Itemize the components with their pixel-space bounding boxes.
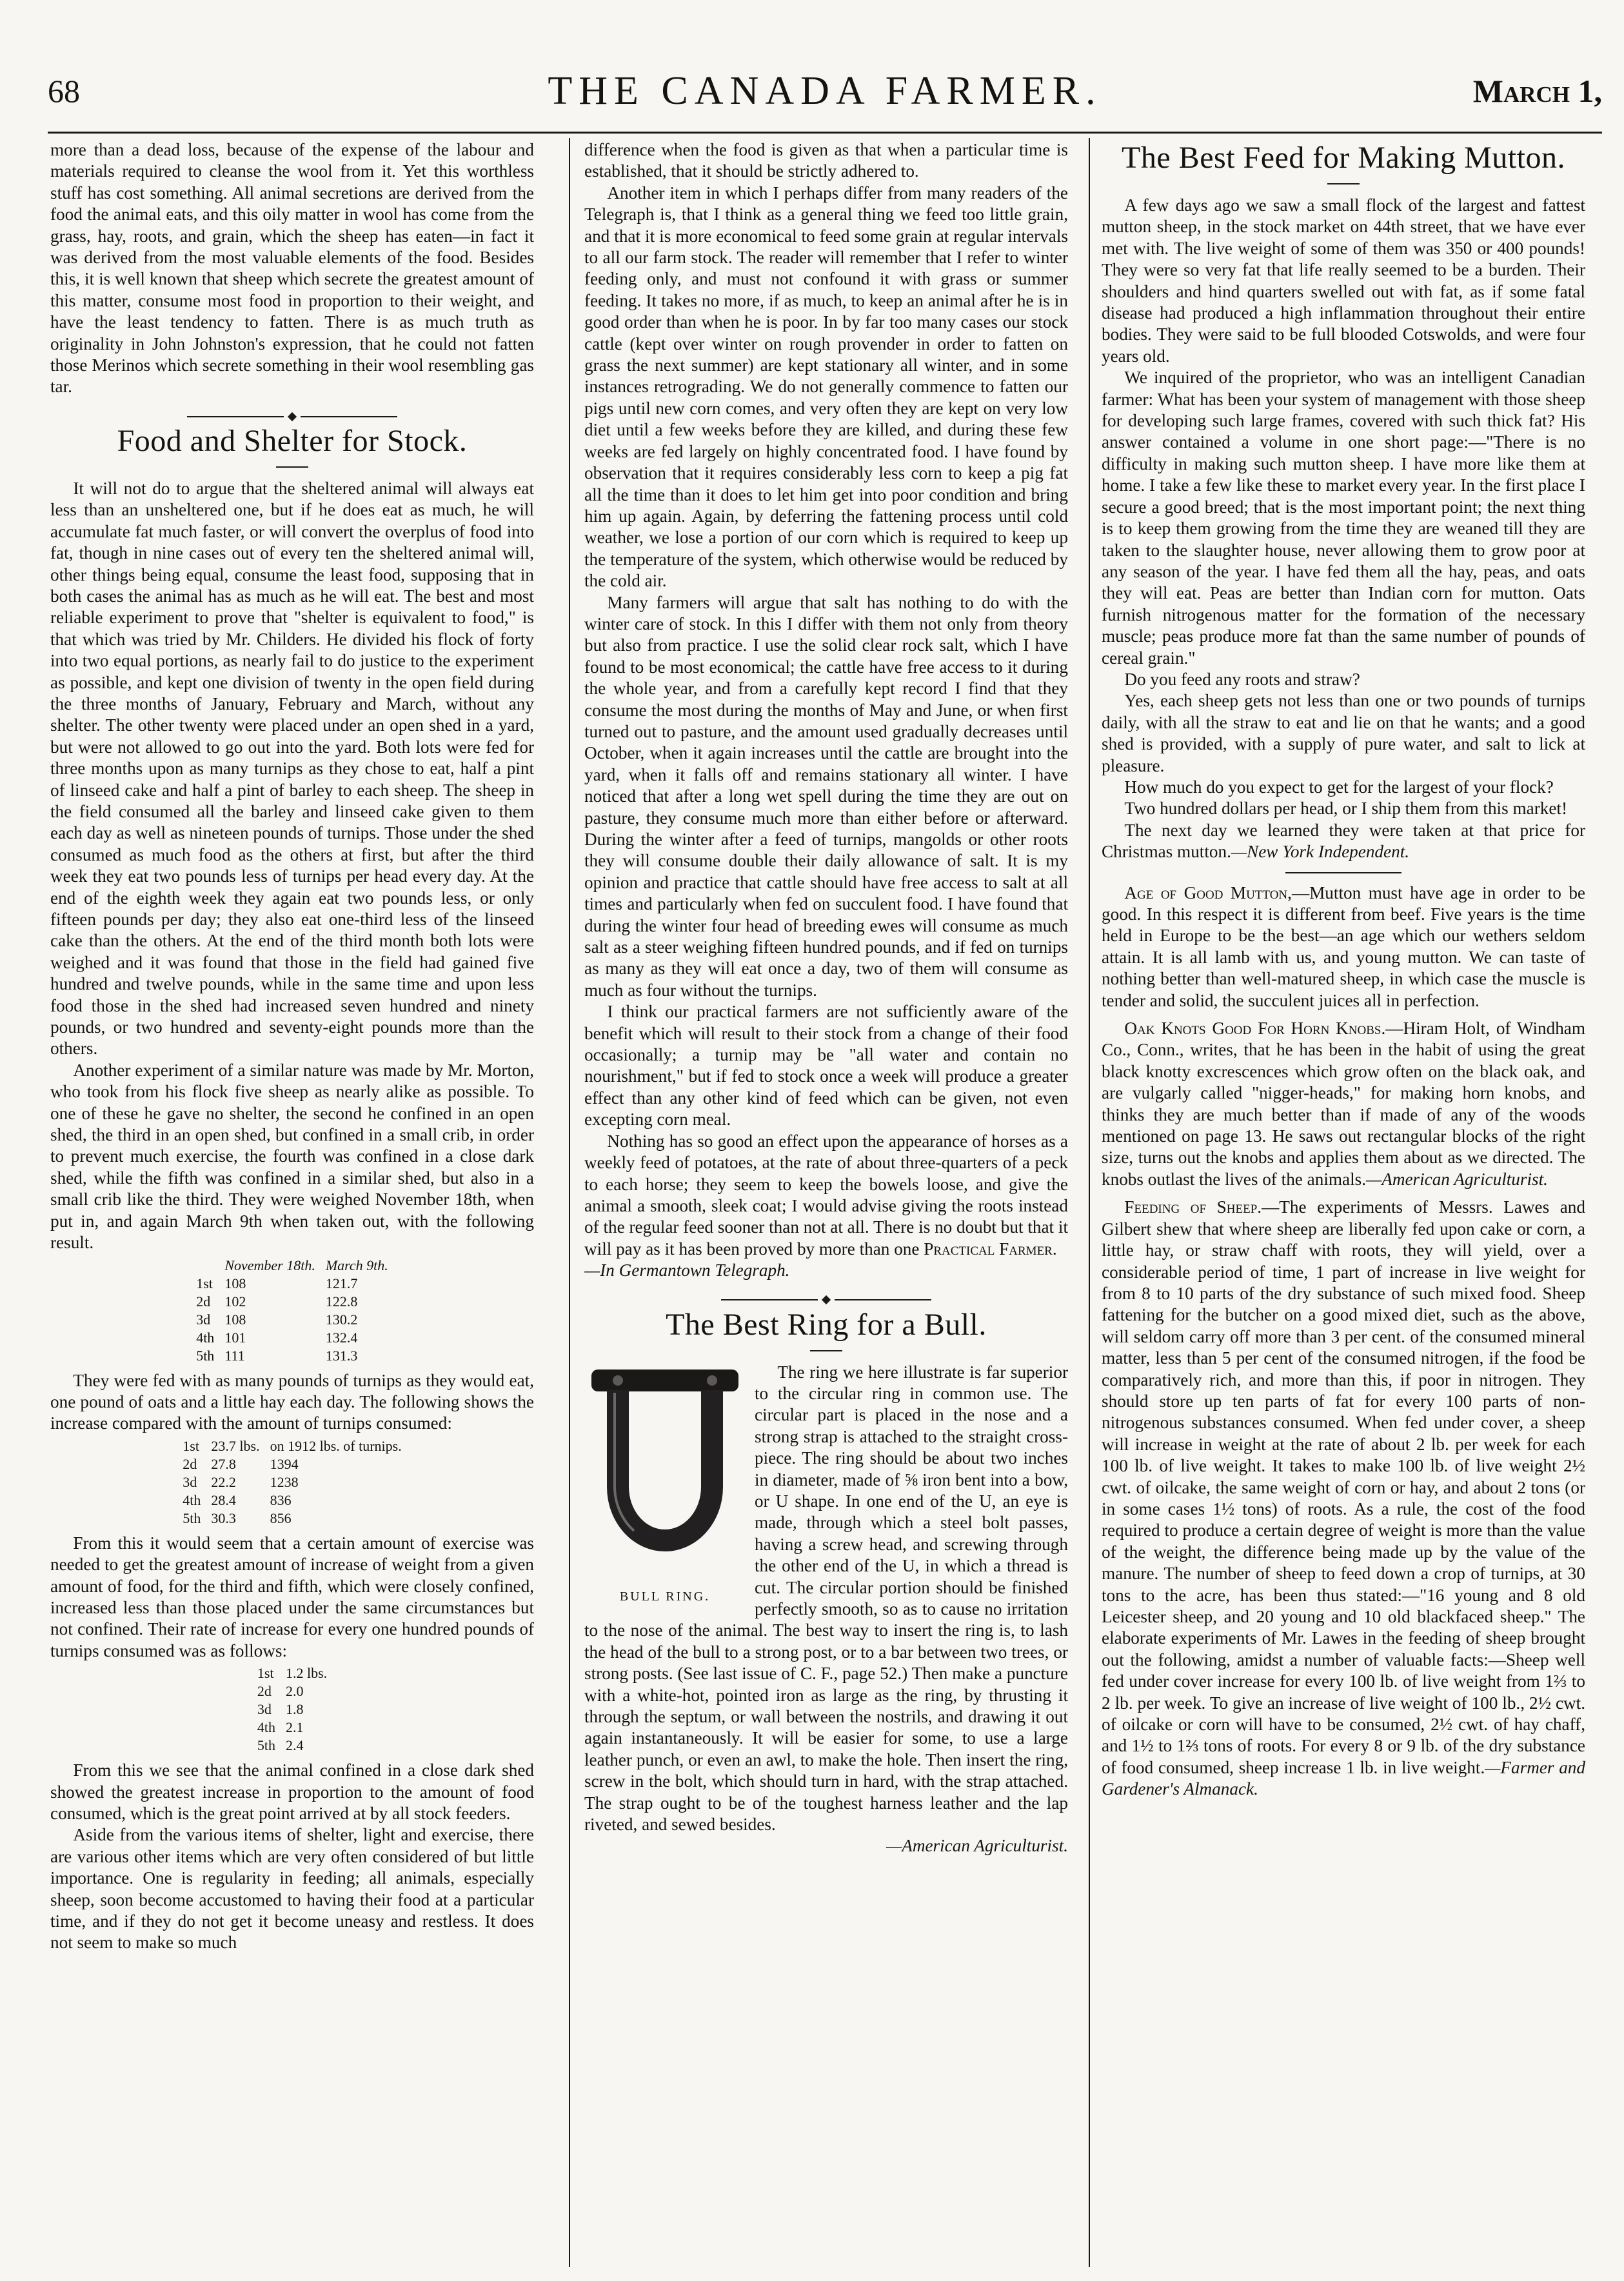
paragraph: Many farmers will argue that salt has nothing to do with the winter care of stock. In this I differ with them not only from theory but also from practice. I use the solid clear rock salt, which I have found to be most economical; the cattle have free access to it during the whole year, and from a carefully kept record I find that they consume the most during the months of May and June, or when first turned out to pasture, and the amount used gradually decreases until October, when it again increases until the cattle are brought into the yard, when it falls off and remains stationary all winter. I have noticed that after a long wet spell during the time they are out on pasture, they consume much more than either before or afterward. During the winter after a feed of turnips, mangolds or other roots they will consume double their daily allowance of salt. It is my opinion and practice that cattle should have free access to salt at all times and particularly when fed on succulent food. I have found that during the winter four head of breeding ewes will consume as much salt as a steer weighing fifteen hundred pounds, and if fed on turnips as many as they will eat once a day, two of them will consume as much as four without the turnips. <box>584 592 1068 1000</box>
signature: Practical Farmer. <box>924 1239 1057 1259</box>
answer: Two hundred dollars per head, or I ship them from this market! <box>1124 799 1568 819</box>
bull-ring-figure <box>584 1364 746 1608</box>
section-rule <box>1285 872 1401 873</box>
paragraph: Nothing has so good an effect upon the appearance of horses as a weekly feed of potatoes, at the rate of about three-quarters of a peck to each horse; they seem to keep the bowels loose, and give the animal a smooth, sleek coat; I would advise giving the roots instead of the regular feed sooner than not at all. There is no doubt but that it will pay as it has been proved by more than one Practical Farmer. <box>584 1131 1068 1259</box>
paragraph: Another item in which I perhaps differ from many readers of the Telegraph is, that I think as a general thing we feed too little grain, and that it is more economical to feed some grain at regular intervals to all our farm stock. The reader will remember that I refer to winter feeding only, and must not confound it with grass or summer feeding. It takes no more, if as much, to keep an animal after he is in good order than when he is poor. In by far too many cases our stock cattle (kept over winter on rough provender in order to fatten on grass the next summer) are kept stationary all winter, and in some instances retrograding. We do not generally commence to fatten our pigs until new corn comes, and very often they are kept on very low diet until a few weeks before they are killed, and during these few weeks are fed largely on highly concentrated food. I have found by observation that it requires considerably less corn to keep a pig fat all the time than it does to let him get into poor condition and bring him up again. Again, by deferring the fattening process until cold weather, we lose a portion of our corn which is required to keep up the temperature of the system, which otherwise would be reduced by the cold air. <box>584 183 1068 591</box>
answer: Yes, each sheep gets not less than one or two pounds of turnips daily, with all the straw to eat and lie on that he wants; and a good shed is provided, with a supply of pure water, and salt to lick at pleasure. <box>1102 691 1585 775</box>
masthead <box>48 69 1602 117</box>
table-header: March 9th. <box>325 1257 388 1273</box>
table-row: 5th 111 131.3 <box>196 1347 358 1364</box>
paragraph: I think our practical farmers are not sufficiently aware of the benefit which will result to their stock from a change of their food occasionally; a turnip may be "all water and contain no nourishment," but if fed to stock once a week will produce a greater effect than any other kind of feed which can be given, not even excepting corn meal. <box>584 1002 1068 1130</box>
paragraph: It will not do to argue that the sheltered animal will always eat less than an unsheltered one, but if he does eat as much, he will accumulate fat much faster, or will convert the overplus of food into fat, though in nine cases out of every ten the sheltered animal will, other things being equal, consume the least food, supposing that in both cases the animal has as much as he will eat. The best and most reliable experiment to prove that "shelter is equivalent to food," is that which was tried by Mr. Childers. He divided his flock of forty into two equal portions, as nearly fail to do justice to the experiment as possible, and kept one division of twenty in the open field during the three months of January, February and March, without any shelter. The other twenty were placed under an open shed in a yard, but were not allowed to go out into the yard. Both lots were fed for three months upon as many turnips as they chose to eat, half a pint of linseed cake and half a pint of barley to each sheep. The sheep in the field consumed all the barley and linseed cake given to them each day as well as nineteen pounds of turnips. Those under the shed consumed as much food as the others at first, but after the third week they eat two pounds less of turnips per head every day. At the end of the eighth week they again eat two pounds less, or only fifteen pounds per day; they also eat one-third less of the linseed cake than the others. At the end of the third month both lots were weighed and it was found that those in the field had gained five hundred and twelve pounds, while in the same time and upon less food those in the shed had increased seven hundred and ninety pounds, or two hundred and seventy-eight pounds more than the others. <box>50 478 534 1059</box>
table-row: 4th 28.4 836 <box>183 1491 292 1508</box>
column-2 <box>584 139 1068 2268</box>
increase-table <box>177 1437 406 1528</box>
paragraph: Feeding of Sheep.—The experiments of Messrs. Lawes and Gilbert shew that where sheep are liberally fed upon cake or corn, a little hay, or straw chaff with roots, they will yield, over a considerable period of time, 1 part of increase in live weight for from 8 to 10 parts of the dry substance of such mixed food. Sheep fattening for the butcher on a good mixed diet, such as the above, will seldom carry off more than 3 per cent. of the consumed mineral matter, less than 5 per cent of the consumed nitrogen, if the food be comparatively rich, and more than this, if poor in nitrogen. They should store up ten parts of fat for every 100 parts of non-nitrogenous substances consumed. When fed under cover, a sheep will increase in weight at the rate of about 2 lb. per week for each 100 lb. of live weight. It takes to make 100 lb. of live weight 2½ cwt. of oilcake, the same weight of corn or hay, and about 2 tons (or in some cases 1½ tons) of roots. As a rule, the cost of the food required to produce a certain degree of weight is more than the value of the weight, the difference being made up by the value of the manure. The number of sheep to feed down a crop of turnips, at 30 tons to the acre, has been thus stated:—"16 young and 8 old Leicester sheep, and 20 young and 10 old blackfaced sheep." The elaborate experiments of Mr. Lawes in the feeding of sheep brought out the following, amidst a number of valuable facts:—Sheep well fed under cover increase for every 100 lb. of live weight from 1⅔ to 2 lb. per week. To give an increase of live weight of 100 lb., 2½ cwt. of oilcake or corn will have to be consumed, 2½ cwt. of hay chaff, and 1½ to 1⅔ tons of roots. For every 8 or 9 lb. of the dry substance of food consumed, sheep increase 1 lb. in live weight.—Farmer and Gardener's Almanack. <box>1102 1197 1585 1799</box>
lead-in: Feeding of Sheep. <box>1124 1197 1262 1217</box>
lead-in: Age of Good Mutton, <box>1124 882 1292 902</box>
source-credit: —New York Independent. <box>1231 842 1410 862</box>
column-divider <box>1089 138 1090 2267</box>
paragraph: Oak Knots Good For Horn Knobs.—Hiram Holt, of Windham Co., Conn., writes, that he has been in the habit of using the great black knotty excrescences which grow often on the black oak, and are vulgarly called "nigger-heads," for making horn knobs, and thinks they are much better than if made of any of the woods mentioned on page 13. He saws out rectangular blocks of the right size, turns out the knobs and applies them about as we directed. The knobs outlast the lives of the animals.—American Agriculturist. <box>1102 1019 1585 1189</box>
weights-table <box>191 1257 393 1365</box>
column-1 <box>50 139 534 2268</box>
heading-rule <box>810 1350 842 1351</box>
question: Do you feed any roots and straw? <box>1124 669 1360 689</box>
paragraph: The ring we here illustrate is far superior to the circular ring in common use. The circular part is placed in the nose and a strong strap is attached to the straight cross-piece. The ring should be about two inches in diameter, made of ⅝ iron bent into a bow, or U shape. In one end of the U, an eye is made, through which a steel bolt passes, having a screw head, and screwing through the other end of the U, in which a thread is cut. The circular portion should be finished perfectly smooth, so as to cause no irritation to the nose of the animal. The best way to insert the ring is, to lash the head of the bull to a strong post, or to a bar between two trees, or strong posts. (See last issue of C. F., page 52.) Then make a puncture with a white-hot, pointed iron as large as the ring, by thrusting it through the septum, or wall between the nostrils, and drawing it out again instantaneously. It will be easier for some, to use a large leather punch, or even an awl, to make the hole. Then insert the ring, screw in the bolt, which should turn in hard, with the strap attached. The strap ought to be of the toughest harness leather and the lap riveted, and sewed besides. <box>584 1362 1068 1835</box>
question: How much do you expect to get for the largest of your flock? <box>1124 777 1554 797</box>
paragraph: They were fed with as many pounds of turnips as they would eat, one pound of oats and a little hay each day. The following shows the increase compared with the amount of turnips consumed: <box>50 1370 534 1433</box>
paragraph: Another experiment of a similar nature was made by Mr. Morton, who took from his flock five sheep as nearly alike as possible. To one of these he gave no shelter, the second he confined in an open shed, the third in an open shed, but confined in a small crib, in order to prevent much exercise, the fourth was confined in a close dark shed, while the fifth was confined in a similar shed, but also in a small crib like the third. They were weighed November 18th, when put in, and again March 9th when taken out, with the following result. <box>50 1060 534 1253</box>
heading-rule <box>276 466 308 468</box>
table-row: 5th 2.4 <box>257 1737 304 1754</box>
rate-table <box>252 1664 332 1755</box>
article-continuation: more than a dead loss, because of the expense of the labour and materials required to cleanse the wool from it. Yet this worthless stuff has cost something. All animal secretions are derived from the food the animal eats, and this oily matter in wool has come from the grass, hay, roots, and grain, which the sheep has eaten—in fact it was derived from the most valuable elements of the food. Besides this, it is well known that sheep which secrete the greatest amount of this matter, consume most food in proportion to their weight, and have the least tendency to fatten. There is as much truth as originality in John Johnston's expression, that he could not fatten those Merinos which secrete something in their wool resembling gas tar. <box>50 140 534 397</box>
table-row: 1st 108 121.7 <box>196 1275 358 1291</box>
source-credit: —American Agriculturist. <box>1366 1169 1548 1189</box>
paragraph: A few days ago we saw a small flock of the largest and fattest mutton sheep, in the stock market on 44th street, that we have ever met with. The live weight of some of them was 350 or 400 pounds! They were so very fat that life really seemed to be a burden. Their shoulders and hind quarters swelled out with fat, as if some fatal disease had produced a high inflammation throughout their entire bodies. They were said to be full blooded Cotswolds, and were four years old. <box>1102 195 1585 366</box>
table-row: 3d 22.2 1238 <box>183 1473 299 1490</box>
table-row: 4th 2.1 <box>257 1719 304 1736</box>
column-3 <box>1102 139 1585 2268</box>
masthead-rule <box>48 132 1602 134</box>
paragraph: The next day we learned they were taken at that price for Christmas mutton.—New York Independent. <box>1102 820 1585 862</box>
table-row: 3d 1.8 <box>257 1701 304 1718</box>
bull-ring-illustration <box>588 1364 742 1577</box>
paragraph: From this we see that the animal confined in a close dark shed showed the greatest increase in proportion to the amount of food consumed, which is the great point arrived at by all stock feeders. <box>50 1760 534 1823</box>
table-row: 4th 101 132.4 <box>196 1329 358 1346</box>
source-credit: —American Agriculturist. <box>886 1836 1068 1856</box>
source-credit: —In Germantown Telegraph. <box>584 1260 790 1280</box>
page-number: 68 <box>48 73 80 109</box>
table-row: 1st 23.7 lbs. on 1912 lbs. of turnips. <box>183 1437 402 1454</box>
table-row: 5th 30.3 856 <box>183 1509 292 1526</box>
figure-caption: BULL RING. <box>619 1589 711 1604</box>
table-row: 2d 102 122.8 <box>196 1293 358 1310</box>
table-header: November 18th. <box>224 1257 315 1273</box>
paragraph: We inquired of the proprietor, who was an intelligent Canadian farmer: What has been your system of management with those sheep for developing such large frames, covered with such thick fat? His answer contained a volume in one short page:—"There is no difficulty in making such mutton sheep. I have more like them at home. I take a few like these to market every year. In the first place I secure a good breed; that is the most important point; the next thing is to keep them growing from the time they are weaned till they are taken to the slaughter house, never allowing them to grow poor at any season of the year. I have fed them all the hay, peas, and oats they will eat. Peas are better than Indian corn for mutton. Oats furnish nitrogenous matter for the formation of the necessary muscle; peas produce more fat than the same number of pounds of cereal grain." <box>1102 368 1585 668</box>
paragraph: Age of Good Mutton,—Mutton must have age in order to be good. In this respect it is different from beef. Five years is the time held in Europe to be the best—an age which our wethers seldom attain. It is all lamb with us, and young mutton. We can taste of nothing better than well-matured sheep, in which case the muscle is tender and solid, the succulent juices all in perfection. <box>1102 882 1585 1010</box>
paragraph: difference when the food is given as that when a particular time is established, that it should be strictly adhered to. <box>584 140 1068 181</box>
issue-date: March 1, <box>1472 73 1602 109</box>
article-heading: The Best Feed for Making Mutton. <box>1122 141 1565 175</box>
article-heading: The Best Ring for a Bull. <box>666 1307 987 1342</box>
table-row: 2d 27.8 1394 <box>183 1455 299 1472</box>
source-credit: —Farmer and Gardener's Almanack. <box>1102 1757 1585 1799</box>
heading-rule <box>1327 183 1360 184</box>
newspaper-title: THE CANADA FARMER. <box>548 69 1102 113</box>
lead-in: Oak Knots Good For Horn Knobs. <box>1124 1019 1386 1039</box>
table-row: 3d 108 130.2 <box>196 1311 358 1328</box>
section-ornament <box>50 404 534 415</box>
section-ornament <box>584 1288 1068 1299</box>
paragraph: From this it would seem that a certain amount of exercise was needed to get the greatest amount of increase of weight from a given amount of food, for the third and fifth, which were closely confined, increased less than those placed under the same circumstances but not confined. Their rate of increase for every one hundred pounds of turnips consumed was as follows: <box>50 1533 534 1660</box>
paragraph: Aside from the various items of shelter, light and exercise, there are various other items which are very often considered of but little importance. One is regularity in feeding; all animals, especially sheep, soon become accustomed to having their food at a particular time, and if they do not get it become uneasy and restless. It does not seem to make so much <box>50 1825 534 1953</box>
article-heading: Food and Shelter for Stock. <box>117 423 468 458</box>
table-row: 2d 2.0 <box>257 1683 304 1700</box>
table-row: 1st 1.2 lbs. <box>257 1665 328 1682</box>
column-divider <box>569 138 570 2267</box>
